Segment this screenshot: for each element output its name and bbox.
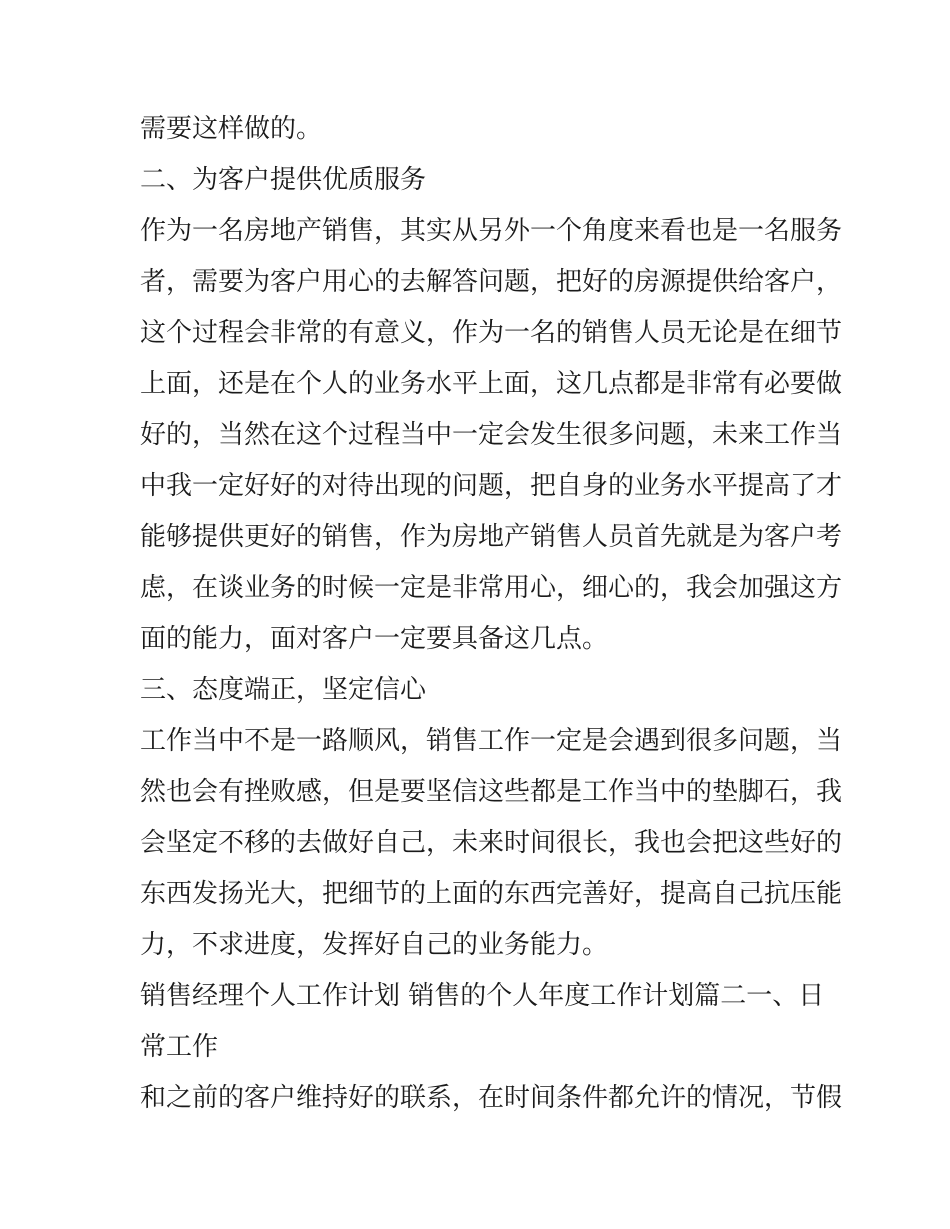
text-line: 东西发扬光大，把细节的上面的东西完善好，提高自己抗压能 — [140, 879, 843, 909]
text-line: 作为一名房地产销售，其实从另外一个角度来看也是一名服务 — [140, 216, 843, 246]
text-line: 好的，当然在这个过程当中一定会发生很多问题，未来工作当 — [140, 420, 843, 450]
text-line: 力，不求进度，发挥好自己的业务能力。 — [140, 930, 609, 960]
text-line: 这个过程会非常的有意义，作为一名的销售人员无论是在细节 — [140, 318, 843, 348]
text-line: 常工作 — [140, 1032, 219, 1062]
text-line: 和之前的客户维持好的联系，在时间条件都允许的情况，节假 — [140, 1083, 843, 1113]
text-line: 然也会有挫败感，但是要坚信这些都是工作当中的垫脚石，我 — [140, 777, 843, 807]
text-line: 者，需要为客户用心的去解答问题，把好的房源提供给客户， — [140, 267, 843, 297]
text-line: 虑，在谈业务的时候一定是非常用心，细心的，我会加强这方 — [140, 573, 843, 603]
text-line: 中我一定好好的对待出现的问题，把自身的业务水平提高了才 — [140, 471, 843, 501]
section-heading: 三、态度端正，坚定信心 — [140, 675, 427, 705]
text-line: 会坚定不移的去做好自己，未来时间很长，我也会把这些好的 — [140, 828, 843, 858]
text-line: 销售经理个人工作计划 销售的个人年度工作计划篇二一、日 — [140, 981, 825, 1011]
text-line: 面的能力，面对客户一定要具备这几点。 — [140, 624, 609, 654]
text-line: 能够提供更好的销售，作为房地产销售人员首先就是为客户考 — [140, 522, 843, 552]
section-heading: 二、为客户提供优质服务 — [140, 165, 427, 195]
text-line: 上面，还是在个人的业务水平上面，这几点都是非常有必要做 — [140, 369, 843, 399]
text-line: 工作当中不是一路顺风，销售工作一定是会遇到很多问题，当 — [140, 726, 843, 756]
text-line: 需要这样做的。 — [140, 114, 323, 144]
